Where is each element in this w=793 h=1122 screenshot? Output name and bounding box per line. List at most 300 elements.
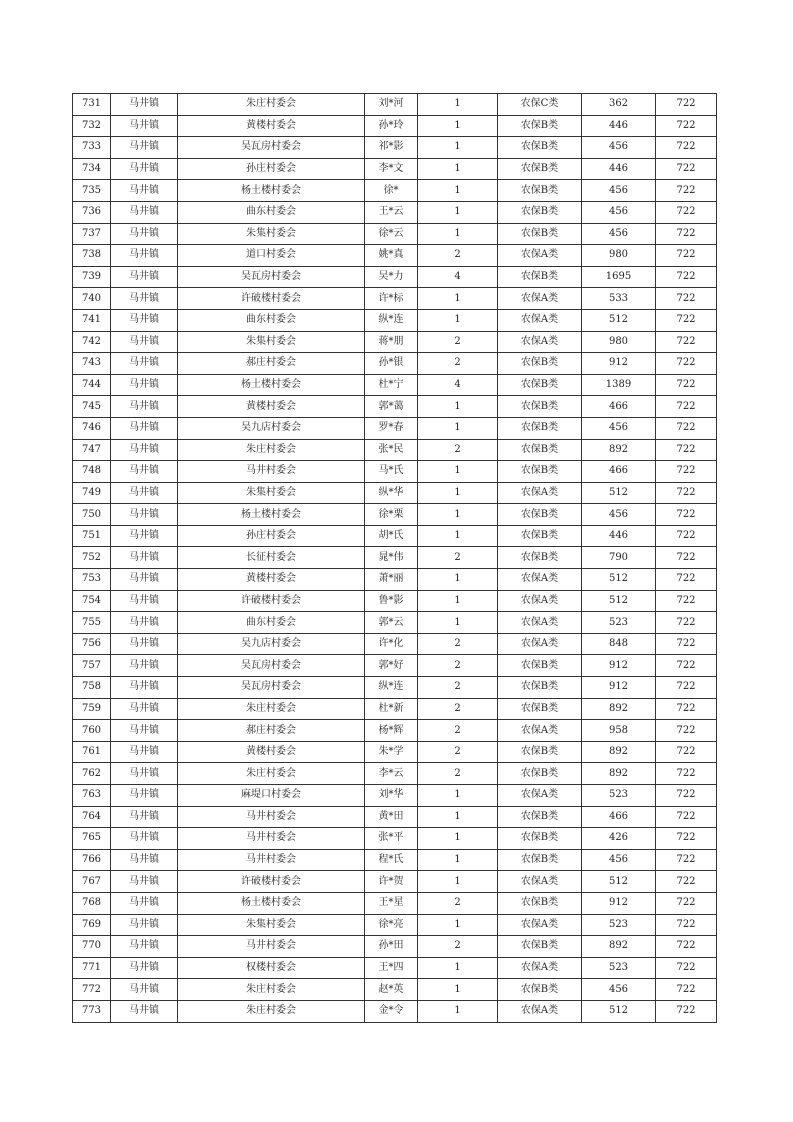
- table-row: [73, 1000, 717, 1022]
- village-committee-cell: 马井村委会: [178, 461, 365, 483]
- table-row: [73, 892, 717, 914]
- category-cell: 农保B类: [498, 396, 582, 418]
- standard-cell: 722: [656, 266, 717, 288]
- standard-cell: 722: [656, 288, 717, 310]
- town-cell: 马井镇: [111, 892, 178, 914]
- name-cell: 马*氏: [365, 461, 418, 483]
- standard-cell: 722: [656, 569, 717, 591]
- amount-cell: 446: [582, 115, 656, 137]
- standard-cell: 722: [656, 158, 717, 180]
- name-cell: 王*四: [365, 957, 418, 979]
- village-committee-cell: 朱集村委会: [178, 331, 365, 353]
- category-cell: 农保A类: [498, 871, 582, 893]
- village-committee-cell: 孙庄村委会: [178, 158, 365, 180]
- row-number-cell: 756: [73, 633, 111, 655]
- name-cell: 孙*银: [365, 353, 418, 375]
- amount-cell: 958: [582, 720, 656, 742]
- category-cell: 农保A类: [498, 1000, 582, 1022]
- category-cell: 农保B类: [498, 158, 582, 180]
- table-row: [73, 223, 717, 245]
- household-size-cell: 2: [418, 936, 498, 958]
- standard-cell: 722: [656, 115, 717, 137]
- row-number-cell: 732: [73, 115, 111, 137]
- name-cell: 罗*春: [365, 417, 418, 439]
- category-cell: 农保B类: [498, 655, 582, 677]
- table-row: [73, 504, 717, 526]
- amount-cell: 466: [582, 806, 656, 828]
- amount-cell: 426: [582, 828, 656, 850]
- village-committee-cell: 曲东村委会: [178, 309, 365, 331]
- table-row: [73, 288, 717, 310]
- row-number-cell: 746: [73, 417, 111, 439]
- name-cell: 刘*华: [365, 785, 418, 807]
- name-cell: 孙*田: [365, 936, 418, 958]
- amount-cell: 456: [582, 201, 656, 223]
- village-committee-cell: 吴瓦房村委会: [178, 677, 365, 699]
- standard-cell: 722: [656, 785, 717, 807]
- category-cell: 农保B类: [498, 223, 582, 245]
- town-cell: 马井镇: [111, 180, 178, 202]
- household-size-cell: 1: [418, 180, 498, 202]
- amount-cell: 892: [582, 741, 656, 763]
- amount-cell: 848: [582, 633, 656, 655]
- standard-cell: 722: [656, 374, 717, 396]
- row-number-cell: 731: [73, 94, 111, 116]
- standard-cell: 722: [656, 461, 717, 483]
- town-cell: 马井镇: [111, 936, 178, 958]
- table-row: [73, 374, 717, 396]
- standard-cell: 722: [656, 353, 717, 375]
- standard-cell: 722: [656, 396, 717, 418]
- household-size-cell: 1: [418, 590, 498, 612]
- row-number-cell: 766: [73, 849, 111, 871]
- town-cell: 马井镇: [111, 439, 178, 461]
- standard-cell: 722: [656, 547, 717, 569]
- row-number-cell: 769: [73, 914, 111, 936]
- household-size-cell: 2: [418, 655, 498, 677]
- village-committee-cell: 吴九店村委会: [178, 633, 365, 655]
- standard-cell: 722: [656, 94, 717, 116]
- town-cell: 马井镇: [111, 525, 178, 547]
- name-cell: 许*贺: [365, 871, 418, 893]
- village-committee-cell: 朱庄村委会: [178, 763, 365, 785]
- household-size-cell: 1: [418, 871, 498, 893]
- row-number-cell: 760: [73, 720, 111, 742]
- village-committee-cell: 杨土楼村委会: [178, 892, 365, 914]
- amount-cell: 912: [582, 353, 656, 375]
- table-row: [73, 655, 717, 677]
- household-size-cell: 4: [418, 374, 498, 396]
- household-size-cell: 1: [418, 461, 498, 483]
- household-size-cell: 1: [418, 309, 498, 331]
- name-cell: 李*云: [365, 763, 418, 785]
- table-row: [73, 201, 717, 223]
- village-committee-cell: 马井村委会: [178, 806, 365, 828]
- category-cell: 农保B类: [498, 892, 582, 914]
- row-number-cell: 733: [73, 137, 111, 159]
- town-cell: 马井镇: [111, 633, 178, 655]
- category-cell: 农保B类: [498, 115, 582, 137]
- row-number-cell: 751: [73, 525, 111, 547]
- village-committee-cell: 杨土楼村委会: [178, 180, 365, 202]
- standard-cell: 722: [656, 223, 717, 245]
- category-cell: 农保B类: [498, 806, 582, 828]
- standard-cell: 722: [656, 914, 717, 936]
- standard-cell: 722: [656, 849, 717, 871]
- name-cell: 纵*连: [365, 677, 418, 699]
- household-size-cell: 1: [418, 158, 498, 180]
- category-cell: 农保B类: [498, 698, 582, 720]
- village-committee-cell: 朱集村委会: [178, 223, 365, 245]
- name-cell: 程*氏: [365, 849, 418, 871]
- category-cell: 农保A类: [498, 785, 582, 807]
- data-table: [72, 93, 717, 1023]
- standard-cell: 722: [656, 871, 717, 893]
- name-cell: 胡*氏: [365, 525, 418, 547]
- row-number-cell: 750: [73, 504, 111, 526]
- household-size-cell: 2: [418, 677, 498, 699]
- table-row: [73, 331, 717, 353]
- household-size-cell: 1: [418, 1000, 498, 1022]
- name-cell: 张*平: [365, 828, 418, 850]
- category-cell: 农保B类: [498, 936, 582, 958]
- household-size-cell: 2: [418, 892, 498, 914]
- row-number-cell: 762: [73, 763, 111, 785]
- household-size-cell: 1: [418, 569, 498, 591]
- town-cell: 马井镇: [111, 374, 178, 396]
- amount-cell: 456: [582, 504, 656, 526]
- row-number-cell: 740: [73, 288, 111, 310]
- standard-cell: 722: [656, 720, 717, 742]
- row-number-cell: 754: [73, 590, 111, 612]
- amount-cell: 512: [582, 1000, 656, 1022]
- amount-cell: 892: [582, 763, 656, 785]
- town-cell: 马井镇: [111, 417, 178, 439]
- table-row: [73, 547, 717, 569]
- amount-cell: 512: [582, 482, 656, 504]
- amount-cell: 523: [582, 957, 656, 979]
- amount-cell: 912: [582, 892, 656, 914]
- amount-cell: 512: [582, 871, 656, 893]
- standard-cell: 722: [656, 482, 717, 504]
- amount-cell: 912: [582, 677, 656, 699]
- table-row: [73, 698, 717, 720]
- town-cell: 马井镇: [111, 741, 178, 763]
- village-committee-cell: 麻堤口村委会: [178, 785, 365, 807]
- village-committee-cell: 吴瓦房村委会: [178, 137, 365, 159]
- amount-cell: 446: [582, 158, 656, 180]
- household-size-cell: 1: [418, 94, 498, 116]
- town-cell: 马井镇: [111, 353, 178, 375]
- table-row: [73, 849, 717, 871]
- category-cell: 农保A类: [498, 309, 582, 331]
- table-row: [73, 245, 717, 267]
- name-cell: 姚*真: [365, 245, 418, 267]
- amount-cell: 456: [582, 979, 656, 1001]
- amount-cell: 456: [582, 180, 656, 202]
- town-cell: 马井镇: [111, 569, 178, 591]
- name-cell: 杨*辉: [365, 720, 418, 742]
- name-cell: 祁*影: [365, 137, 418, 159]
- town-cell: 马井镇: [111, 698, 178, 720]
- row-number-cell: 772: [73, 979, 111, 1001]
- village-committee-cell: 郝庄村委会: [178, 720, 365, 742]
- category-cell: 农保B类: [498, 979, 582, 1001]
- table-row: [73, 396, 717, 418]
- name-cell: 金*令: [365, 1000, 418, 1022]
- village-committee-cell: 马井村委会: [178, 828, 365, 850]
- town-cell: 马井镇: [111, 612, 178, 634]
- name-cell: 王*星: [365, 892, 418, 914]
- town-cell: 马井镇: [111, 547, 178, 569]
- amount-cell: 512: [582, 569, 656, 591]
- village-committee-cell: 吴九店村委会: [178, 417, 365, 439]
- name-cell: 杜*宁: [365, 374, 418, 396]
- category-cell: 农保B类: [498, 849, 582, 871]
- standard-cell: 722: [656, 633, 717, 655]
- row-number-cell: 765: [73, 828, 111, 850]
- name-cell: 吴*力: [365, 266, 418, 288]
- row-number-cell: 764: [73, 806, 111, 828]
- name-cell: 郭*蔼: [365, 396, 418, 418]
- town-cell: 马井镇: [111, 504, 178, 526]
- village-committee-cell: 黄楼村委会: [178, 569, 365, 591]
- amount-cell: 980: [582, 245, 656, 267]
- town-cell: 马井镇: [111, 1000, 178, 1022]
- category-cell: 农保B类: [498, 374, 582, 396]
- table-row: [73, 677, 717, 699]
- amount-cell: 466: [582, 461, 656, 483]
- row-number-cell: 759: [73, 698, 111, 720]
- table-row: [73, 525, 717, 547]
- standard-cell: 722: [656, 677, 717, 699]
- category-cell: 农保B类: [498, 828, 582, 850]
- town-cell: 马井镇: [111, 979, 178, 1001]
- household-size-cell: 1: [418, 396, 498, 418]
- table-row: [73, 137, 717, 159]
- name-cell: 纵*连: [365, 309, 418, 331]
- household-size-cell: 2: [418, 245, 498, 267]
- standard-cell: 722: [656, 525, 717, 547]
- name-cell: 郭*好: [365, 655, 418, 677]
- table-row: [73, 417, 717, 439]
- standard-cell: 722: [656, 806, 717, 828]
- amount-cell: 533: [582, 288, 656, 310]
- category-cell: 农保A类: [498, 633, 582, 655]
- village-committee-cell: 朱集村委会: [178, 914, 365, 936]
- table-row: [73, 741, 717, 763]
- amount-cell: 456: [582, 849, 656, 871]
- amount-cell: 456: [582, 223, 656, 245]
- table-row: [73, 828, 717, 850]
- category-cell: 农保A类: [498, 720, 582, 742]
- category-cell: 农保A类: [498, 288, 582, 310]
- row-number-cell: 747: [73, 439, 111, 461]
- row-number-cell: 735: [73, 180, 111, 202]
- household-size-cell: 1: [418, 137, 498, 159]
- standard-cell: 722: [656, 1000, 717, 1022]
- name-cell: 徐*栗: [365, 504, 418, 526]
- household-size-cell: 2: [418, 331, 498, 353]
- table-row: [73, 439, 717, 461]
- name-cell: 朱*学: [365, 741, 418, 763]
- standard-cell: 722: [656, 417, 717, 439]
- village-committee-cell: 朱庄村委会: [178, 439, 365, 461]
- town-cell: 马井镇: [111, 655, 178, 677]
- name-cell: 蒋*朋: [365, 331, 418, 353]
- village-committee-cell: 朱庄村委会: [178, 979, 365, 1001]
- category-cell: 农保B类: [498, 525, 582, 547]
- household-size-cell: 1: [418, 525, 498, 547]
- town-cell: 马井镇: [111, 245, 178, 267]
- household-size-cell: 1: [418, 482, 498, 504]
- name-cell: 许*化: [365, 633, 418, 655]
- name-cell: 徐*: [365, 180, 418, 202]
- table-row: [73, 979, 717, 1001]
- amount-cell: 523: [582, 914, 656, 936]
- table-row: [73, 115, 717, 137]
- town-cell: 马井镇: [111, 871, 178, 893]
- household-size-cell: 2: [418, 633, 498, 655]
- category-cell: 农保A类: [498, 482, 582, 504]
- row-number-cell: 748: [73, 461, 111, 483]
- village-committee-cell: 曲东村委会: [178, 612, 365, 634]
- village-committee-cell: 道口村委会: [178, 245, 365, 267]
- row-number-cell: 745: [73, 396, 111, 418]
- row-number-cell: 739: [73, 266, 111, 288]
- name-cell: 赵*英: [365, 979, 418, 1001]
- village-committee-cell: 曲东村委会: [178, 201, 365, 223]
- name-cell: 晁*伟: [365, 547, 418, 569]
- row-number-cell: 757: [73, 655, 111, 677]
- row-number-cell: 749: [73, 482, 111, 504]
- category-cell: 农保B类: [498, 417, 582, 439]
- town-cell: 马井镇: [111, 763, 178, 785]
- table-row: [73, 461, 717, 483]
- amount-cell: 790: [582, 547, 656, 569]
- household-size-cell: 1: [418, 504, 498, 526]
- town-cell: 马井镇: [111, 806, 178, 828]
- household-size-cell: 1: [418, 957, 498, 979]
- town-cell: 马井镇: [111, 396, 178, 418]
- category-cell: 农保B类: [498, 266, 582, 288]
- town-cell: 马井镇: [111, 849, 178, 871]
- standard-cell: 722: [656, 763, 717, 785]
- table-row: [73, 633, 717, 655]
- category-cell: 农保B类: [498, 763, 582, 785]
- town-cell: 马井镇: [111, 677, 178, 699]
- household-size-cell: 1: [418, 288, 498, 310]
- village-committee-cell: 孙庄村委会: [178, 525, 365, 547]
- category-cell: 农保A类: [498, 914, 582, 936]
- table-row: [73, 309, 717, 331]
- village-committee-cell: 黄楼村委会: [178, 396, 365, 418]
- village-committee-cell: 许破楼村委会: [178, 590, 365, 612]
- village-committee-cell: 许破楼村委会: [178, 871, 365, 893]
- row-number-cell: 752: [73, 547, 111, 569]
- village-committee-cell: 朱庄村委会: [178, 94, 365, 116]
- amount-cell: 892: [582, 698, 656, 720]
- amount-cell: 512: [582, 309, 656, 331]
- town-cell: 马井镇: [111, 331, 178, 353]
- table-row: [73, 590, 717, 612]
- row-number-cell: 770: [73, 936, 111, 958]
- category-cell: 农保A类: [498, 569, 582, 591]
- village-committee-cell: 朱集村委会: [178, 482, 365, 504]
- category-cell: 农保A类: [498, 331, 582, 353]
- row-number-cell: 736: [73, 201, 111, 223]
- town-cell: 马井镇: [111, 482, 178, 504]
- amount-cell: 1389: [582, 374, 656, 396]
- category-cell: 农保A类: [498, 957, 582, 979]
- table-row: [73, 957, 717, 979]
- standard-cell: 722: [656, 590, 717, 612]
- town-cell: 马井镇: [111, 957, 178, 979]
- category-cell: 农保C类: [498, 94, 582, 116]
- town-cell: 马井镇: [111, 266, 178, 288]
- table-row: [73, 785, 717, 807]
- household-size-cell: 2: [418, 439, 498, 461]
- row-number-cell: 738: [73, 245, 111, 267]
- name-cell: 王*云: [365, 201, 418, 223]
- town-cell: 马井镇: [111, 720, 178, 742]
- town-cell: 马井镇: [111, 309, 178, 331]
- amount-cell: 466: [582, 396, 656, 418]
- standard-cell: 722: [656, 741, 717, 763]
- name-cell: 纵*华: [365, 482, 418, 504]
- town-cell: 马井镇: [111, 461, 178, 483]
- table-row: [73, 482, 717, 504]
- household-size-cell: 1: [418, 828, 498, 850]
- row-number-cell: 737: [73, 223, 111, 245]
- table-row: [73, 94, 717, 116]
- category-cell: 农保A类: [498, 612, 582, 634]
- household-size-cell: 2: [418, 763, 498, 785]
- household-size-cell: 2: [418, 698, 498, 720]
- household-size-cell: 1: [418, 785, 498, 807]
- standard-cell: 722: [656, 957, 717, 979]
- standard-cell: 722: [656, 892, 717, 914]
- town-cell: 马井镇: [111, 115, 178, 137]
- amount-cell: 456: [582, 137, 656, 159]
- table-row: [73, 936, 717, 958]
- row-number-cell: 761: [73, 741, 111, 763]
- town-cell: 马井镇: [111, 828, 178, 850]
- row-number-cell: 755: [73, 612, 111, 634]
- category-cell: 农保B类: [498, 353, 582, 375]
- standard-cell: 722: [656, 309, 717, 331]
- town-cell: 马井镇: [111, 223, 178, 245]
- name-cell: 孙*玲: [365, 115, 418, 137]
- household-size-cell: 1: [418, 914, 498, 936]
- table-row: [73, 763, 717, 785]
- name-cell: 张*民: [365, 439, 418, 461]
- table-body: [73, 94, 717, 1023]
- name-cell: 杜*新: [365, 698, 418, 720]
- village-committee-cell: 朱庄村委会: [178, 698, 365, 720]
- table-row: [73, 720, 717, 742]
- name-cell: 鲁*影: [365, 590, 418, 612]
- name-cell: 李*文: [365, 158, 418, 180]
- name-cell: 许*标: [365, 288, 418, 310]
- standard-cell: 722: [656, 504, 717, 526]
- household-size-cell: 1: [418, 115, 498, 137]
- standard-cell: 722: [656, 979, 717, 1001]
- row-number-cell: 773: [73, 1000, 111, 1022]
- village-committee-cell: 吴瓦房村委会: [178, 266, 365, 288]
- row-number-cell: 763: [73, 785, 111, 807]
- amount-cell: 523: [582, 785, 656, 807]
